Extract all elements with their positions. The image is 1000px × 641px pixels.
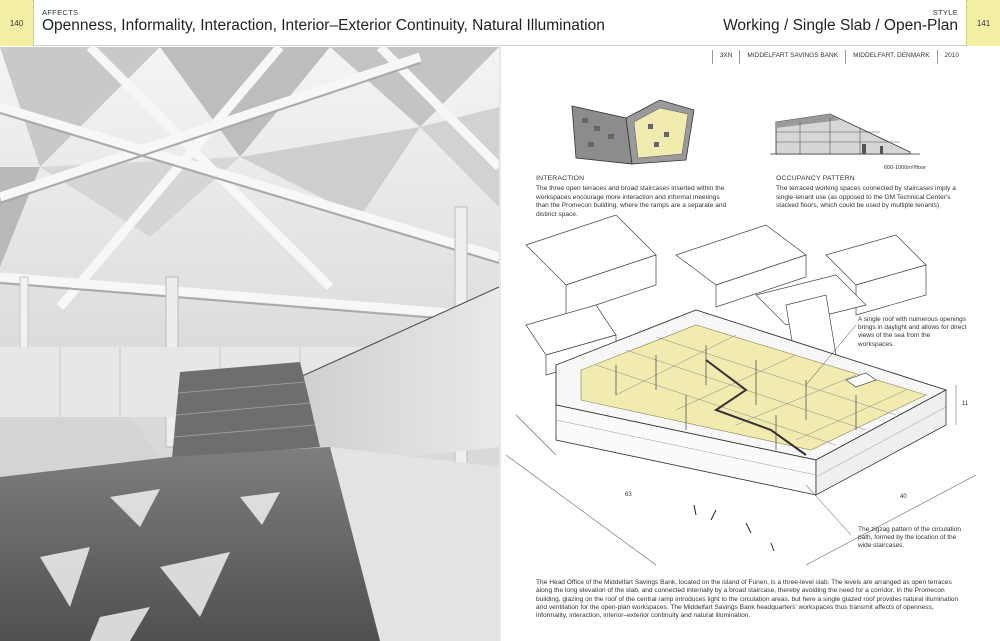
interior-rendering <box>0 47 499 641</box>
dimension-left: 63 <box>625 492 632 498</box>
left-page-number: 140 <box>0 0 34 46</box>
occupancy-scale-note: 600-1000m²/floor <box>884 165 926 171</box>
zigzag-annotation: The zigzag pattern of the circulation path, formed by the location of the wide staircases. <box>858 526 961 550</box>
interaction-text: The three open terraces and broad staircases inserted within the workspaces encourage more interaction and informal meetings than the Promecon building, where the ramps are a separate and distinct space. <box>536 185 727 218</box>
affects-title: Openness, Informality, Interaction, Interior–Exterior Continuity, Natural Illumination <box>42 17 605 34</box>
interaction-plan-drawing <box>568 98 698 175</box>
credit-architect: 3XN <box>712 50 740 64</box>
right-page-number: 141 <box>966 0 1000 46</box>
body-text: The Head Office of the Middelfart Savings Bank, located on the island of Funen, is a three-level slab. The levels are arranged as open terraces along the long elevation of the slab, and connected internally by a broad staircase, thereby avoiding the need for a corridor. In the Promecon building, glazing on the roof of the central ramp introduces light to the circulation areas, but here a single glazed roof provides natural illumination and ventilation for the open-plan workspaces. The Middelfart Savings Bank headquarters' workspaces thus transmit affects of openness, informality, interaction, interior–exterior continuity and natural illumination. <box>536 579 959 620</box>
dimension-bottom: 40 <box>900 494 907 500</box>
axonometric-illustration <box>506 215 976 575</box>
page-header <box>0 0 1000 46</box>
interaction-title: INTERACTION <box>536 175 585 182</box>
credit-project: MIDDELFART SAVINGS BANK <box>739 50 845 64</box>
style-label: STYLE <box>932 8 958 17</box>
occupancy-caption <box>776 175 966 211</box>
occupancy-text: The terraced working spaces connected by staircases imply a single-tenant use (as opposed to the GM Technical Center's stacked floors, which could be used by multiple tenants). <box>776 185 956 210</box>
credit-location: MIDDELFART, DENMARK <box>845 50 936 64</box>
page-gutter <box>499 47 501 641</box>
section-illustration <box>770 108 920 168</box>
roof-annotation: A single roof with numerous openings brings in daylight and allows for direct views of the sea from the workspaces. <box>858 316 967 348</box>
floor-plan-illustration <box>568 98 698 170</box>
dimension-height: 11 <box>962 401 969 407</box>
interaction-caption <box>536 175 731 219</box>
occupancy-section-drawing <box>770 108 920 173</box>
style-title: Working / Single Slab / Open-Plan <box>723 17 958 34</box>
occupancy-title: OCCUPANCY PATTERN <box>776 175 855 182</box>
interior-rendering-illustration <box>0 47 499 641</box>
project-credits <box>712 50 966 64</box>
credit-year: 2010 <box>937 50 966 64</box>
affects-label: AFFECTS <box>42 8 79 17</box>
